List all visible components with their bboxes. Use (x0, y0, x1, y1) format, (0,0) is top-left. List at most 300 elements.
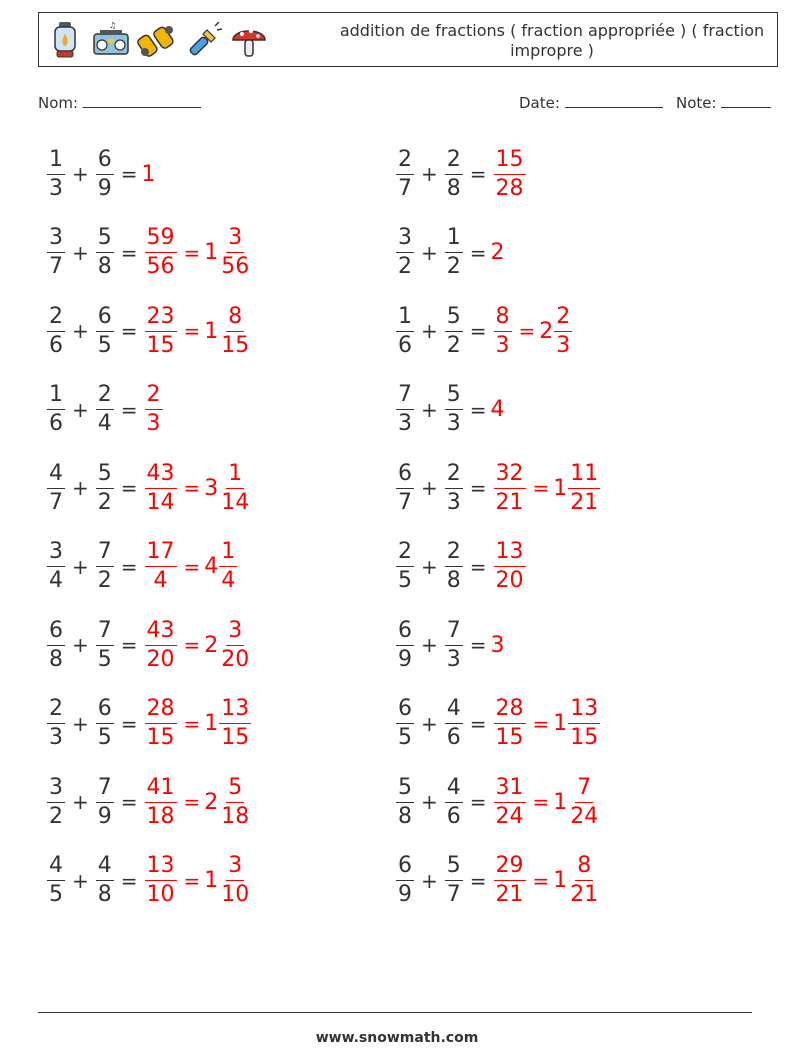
addend-fraction (47, 541, 65, 592)
addend-fraction (96, 855, 114, 906)
mixed-fraction-denominator: 18 (221, 803, 250, 829)
mixed-fraction (219, 541, 237, 592)
addend-fraction-numerator: 3 (47, 777, 65, 803)
equals-sign: = (469, 633, 487, 657)
mixed-whole: 1 (553, 868, 568, 893)
addend-fraction (396, 384, 414, 435)
addend-fraction (396, 541, 414, 592)
addend-fraction-denominator: 5 (97, 646, 112, 672)
problem-item (44, 223, 254, 283)
equals-sign: = (183, 711, 201, 736)
addend-fraction (445, 384, 463, 435)
addend-fraction (96, 227, 114, 278)
addend-fraction (47, 384, 65, 435)
addend-fraction-numerator: 4 (47, 855, 65, 881)
addend-fraction-denominator: 9 (398, 646, 412, 672)
addend-fraction (445, 303, 463, 358)
answer (491, 633, 506, 658)
addend-fraction (445, 617, 463, 672)
problem-item (393, 301, 575, 361)
answer-fraction-numerator: 28 (145, 698, 177, 724)
mixed-whole: 2 (204, 789, 219, 815)
addend-fraction-denominator: 6 (446, 803, 461, 829)
addend-fraction-denominator: 8 (398, 803, 412, 829)
addend-fraction-denominator: 7 (49, 489, 63, 515)
addend-fraction-numerator: 6 (47, 620, 65, 646)
answer-fraction-numerator: 15 (494, 149, 526, 175)
addend-fraction (47, 460, 65, 515)
addend-fraction (96, 617, 114, 672)
addend-fraction-denominator: 2 (446, 254, 461, 279)
answer-fraction (494, 774, 526, 829)
mixed-fraction-numerator: 1 (226, 463, 244, 489)
answer-fraction-denominator: 3 (146, 411, 161, 436)
equals-sign: = (469, 868, 487, 893)
equals-sign: = (183, 633, 201, 657)
answer-fraction-numerator: 13 (145, 855, 177, 881)
answer-fraction (145, 384, 163, 435)
addend-fraction-numerator: 2 (396, 541, 414, 567)
answer-fraction-denominator: 15 (495, 725, 524, 750)
equals-sign: = (120, 711, 138, 736)
answer-fraction-denominator: 56 (146, 254, 175, 279)
answer (491, 240, 506, 265)
answer-fraction-numerator: 29 (494, 855, 526, 881)
addend-fraction-numerator: 1 (47, 384, 65, 410)
equals-sign: = (532, 476, 550, 500)
addend-fraction (47, 774, 65, 829)
answer (491, 541, 529, 592)
answer-fraction (494, 698, 526, 749)
answer (491, 698, 604, 749)
addend-fraction-numerator: 2 (47, 698, 65, 724)
mixed-fraction-denominator: 15 (221, 725, 250, 750)
addend-fraction (47, 227, 65, 278)
answer-whole: 3 (490, 632, 505, 658)
addend-fraction-numerator: 5 (445, 855, 463, 881)
answer-whole: 4 (490, 397, 505, 422)
answer (142, 541, 241, 592)
answer (142, 303, 255, 358)
plus-sign: + (421, 711, 438, 736)
mixed-fraction-numerator: 2 (554, 306, 572, 332)
problem-item (393, 223, 506, 283)
addend-fraction (445, 774, 463, 829)
addend-fraction-denominator: 6 (398, 332, 412, 358)
equals-sign: = (469, 711, 487, 736)
answer-fraction (494, 146, 526, 201)
answer-fraction (145, 855, 177, 906)
equals-sign: = (532, 711, 550, 736)
mixed-fraction-denominator: 10 (221, 882, 250, 907)
addend-fraction-numerator: 5 (445, 306, 463, 332)
addend-fraction (96, 460, 114, 515)
answer (142, 460, 255, 515)
plus-sign: + (72, 633, 89, 657)
addend-fraction (445, 227, 463, 278)
answer-fraction-denominator: 18 (146, 803, 175, 829)
answer-fraction-numerator: 43 (145, 620, 177, 646)
equals-sign: = (120, 476, 138, 500)
addend-fraction (396, 617, 414, 672)
answer-fraction (145, 698, 177, 749)
addend-fraction-numerator: 3 (47, 227, 65, 253)
mixed-fraction-numerator: 3 (226, 227, 244, 253)
answer (491, 774, 604, 829)
addend-fraction-numerator: 4 (445, 777, 463, 803)
addend-fraction-numerator: 2 (396, 149, 414, 175)
answer-fraction-denominator: 28 (495, 175, 524, 201)
answer (142, 855, 255, 906)
answer-fraction-denominator: 10 (146, 882, 175, 907)
answer-fraction-denominator: 14 (146, 489, 175, 515)
addend-fraction (396, 146, 414, 201)
addend-fraction-numerator: 6 (96, 306, 114, 332)
mixed-fraction-numerator: 1 (219, 541, 237, 567)
addend-fraction (96, 384, 114, 435)
mixed-whole: 1 (553, 789, 568, 815)
addend-fraction-denominator: 8 (446, 568, 461, 593)
addend-fraction-denominator: 5 (49, 882, 63, 907)
mixed-fraction (554, 303, 572, 358)
answer-fraction-denominator: 15 (146, 725, 175, 750)
plus-sign: + (72, 162, 89, 186)
addend-fraction-denominator: 7 (49, 254, 63, 279)
mixed-whole: 2 (204, 632, 219, 658)
addend-fraction (445, 146, 463, 201)
mixed-fraction (219, 698, 251, 749)
plus-sign: + (72, 397, 89, 422)
addend-fraction (47, 146, 65, 201)
plus-sign: + (72, 711, 89, 736)
plus-sign: + (421, 240, 438, 265)
addend-fraction-numerator: 4 (47, 463, 65, 489)
answer-fraction-numerator: 41 (145, 777, 177, 803)
equals-sign: = (532, 790, 550, 814)
addend-fraction (396, 303, 414, 358)
mixed-fraction-numerator: 3 (226, 620, 244, 646)
answer-fraction (494, 460, 526, 515)
answer-fraction-numerator: 59 (145, 227, 177, 253)
answer-fraction-numerator: 28 (494, 698, 526, 724)
addend-fraction-numerator: 7 (96, 777, 114, 803)
mixed-fraction-denominator: 21 (570, 882, 599, 907)
mixed-fraction (219, 855, 251, 906)
answer-fraction-numerator: 8 (494, 306, 512, 332)
equals-sign: = (469, 476, 487, 500)
answer-fraction-denominator: 20 (146, 646, 175, 672)
mixed-whole: 1 (204, 711, 219, 736)
equals-sign: = (183, 240, 201, 265)
addend-fraction (396, 774, 414, 829)
mixed-fraction (568, 855, 600, 906)
addend-fraction-denominator: 5 (398, 568, 412, 593)
answer (491, 303, 576, 358)
addend-fraction-denominator: 3 (49, 725, 63, 750)
answer (491, 855, 604, 906)
answer-fraction-numerator: 43 (145, 463, 177, 489)
addend-fraction-numerator: 2 (96, 384, 114, 410)
addend-fraction-denominator: 6 (49, 332, 63, 358)
plus-sign: + (72, 868, 89, 893)
addend-fraction-denominator: 7 (398, 175, 412, 201)
plus-sign: + (72, 790, 89, 814)
problem-item (44, 144, 157, 204)
addend-fraction-numerator: 5 (96, 463, 114, 489)
mixed-fraction-denominator: 24 (570, 803, 599, 829)
mixed-fraction-numerator: 13 (219, 698, 251, 724)
mixed-whole: 1 (553, 711, 568, 736)
addend-fraction-denominator: 2 (49, 803, 63, 829)
mixed-whole: 1 (204, 240, 219, 265)
equals-sign: = (469, 319, 487, 343)
plus-sign: + (421, 162, 438, 186)
answer (142, 617, 255, 672)
answer-fraction (145, 460, 177, 515)
problem-item (44, 772, 254, 832)
equals-sign: = (469, 790, 487, 814)
addend-fraction-numerator: 5 (396, 777, 414, 803)
mixed-fraction (219, 303, 251, 358)
addend-fraction (47, 855, 65, 906)
addend-fraction-denominator: 8 (97, 882, 112, 907)
equals-sign: = (469, 240, 487, 265)
answer-fraction-numerator: 32 (494, 463, 526, 489)
addend-fraction (396, 855, 414, 906)
mixed-fraction (219, 227, 251, 278)
mixed-whole: 1 (204, 868, 219, 893)
answer-fraction (494, 855, 526, 906)
answer-fraction-numerator: 13 (494, 541, 526, 567)
mixed-fraction-denominator: 4 (221, 568, 236, 593)
problem-item (393, 537, 529, 597)
addend-fraction-numerator: 6 (96, 149, 114, 175)
mixed-fraction-denominator: 56 (221, 254, 250, 279)
answer-fraction (494, 541, 526, 592)
answer-fraction-denominator: 20 (495, 568, 524, 593)
svg-text:♫: ♫ (109, 21, 117, 30)
answer (491, 397, 506, 422)
addend-fraction (47, 698, 65, 749)
problem-item (393, 772, 603, 832)
answer-fraction-numerator: 31 (494, 777, 526, 803)
problem-item (44, 851, 254, 911)
addend-fraction (445, 460, 463, 515)
addend-fraction-numerator: 6 (396, 620, 414, 646)
answer-fraction (145, 541, 177, 592)
mixed-whole: 1 (204, 318, 219, 344)
addend-fraction-numerator: 5 (445, 384, 463, 410)
plus-sign: + (421, 554, 438, 579)
plus-sign: + (421, 790, 438, 814)
mixed-fraction-denominator: 3 (556, 332, 571, 358)
addend-fraction-denominator: 7 (398, 489, 412, 515)
addend-fraction-denominator: 6 (49, 411, 63, 436)
addend-fraction-denominator: 9 (97, 175, 112, 201)
addend-fraction-numerator: 1 (47, 149, 65, 175)
addend-fraction-denominator: 8 (97, 254, 112, 279)
problem-item (393, 144, 529, 204)
mixed-fraction-denominator: 15 (570, 725, 599, 750)
problem-item (393, 694, 603, 754)
mixed-fraction-numerator: 11 (568, 463, 600, 489)
problem-item (44, 537, 240, 597)
answer-fraction (145, 303, 177, 358)
addend-fraction-denominator: 8 (446, 175, 461, 201)
plus-sign: + (421, 868, 438, 893)
answer-fraction-denominator: 21 (495, 882, 524, 907)
addend-fraction-denominator: 9 (398, 882, 412, 907)
plus-sign: + (72, 554, 89, 579)
mixed-fraction-denominator: 14 (221, 489, 250, 515)
addend-fraction-numerator: 4 (96, 855, 114, 881)
plus-sign: + (421, 319, 438, 343)
addend-fraction-numerator: 1 (445, 227, 463, 253)
addend-fraction (96, 303, 114, 358)
equals-sign: = (120, 319, 138, 343)
equals-sign: = (469, 397, 487, 422)
addend-fraction-denominator: 3 (398, 411, 412, 436)
addend-fraction-denominator: 5 (97, 725, 112, 750)
equals-sign: = (120, 633, 138, 657)
addend-fraction (445, 855, 463, 906)
addend-fraction-numerator: 4 (445, 698, 463, 724)
worksheet-title: addition de fractions ( fraction appropriée ) ( fraction impropre ) (339, 21, 765, 60)
addend-fraction-numerator: 5 (96, 227, 114, 253)
answer-whole: 1 (141, 161, 156, 187)
answer (491, 146, 529, 201)
answer-fraction (494, 303, 512, 358)
mixed-whole: 3 (204, 475, 219, 501)
addend-fraction-numerator: 6 (96, 698, 114, 724)
addend-fraction-numerator: 2 (445, 149, 463, 175)
equals-sign: = (183, 868, 201, 893)
addend-fraction-numerator: 6 (396, 463, 414, 489)
equals-sign: = (518, 319, 536, 343)
addend-fraction-denominator: 9 (97, 803, 112, 829)
addend-fraction-denominator: 7 (446, 882, 461, 907)
addend-fraction (96, 146, 114, 201)
answer (142, 162, 157, 187)
answer-fraction-numerator: 17 (145, 541, 177, 567)
addend-fraction-numerator: 3 (47, 541, 65, 567)
date-label: Date: (519, 94, 560, 112)
equals-sign: = (183, 554, 201, 579)
problem-item (44, 301, 254, 361)
addend-fraction-numerator: 2 (445, 541, 463, 567)
problem-item (393, 615, 506, 675)
addend-fraction-numerator: 7 (445, 620, 463, 646)
equals-sign: = (469, 554, 487, 579)
answer (142, 384, 166, 435)
grade-label: Note: (676, 94, 717, 112)
mixed-whole: 2 (539, 318, 554, 344)
equals-sign: = (120, 790, 138, 814)
plus-sign: + (421, 397, 438, 422)
answer-fraction (145, 774, 177, 829)
mixed-fraction-numerator: 3 (226, 855, 244, 881)
mixed-fraction (568, 460, 600, 515)
addend-fraction-denominator: 5 (398, 725, 412, 750)
addend-fraction (96, 774, 114, 829)
problem-item (44, 380, 166, 440)
answer-fraction-denominator: 4 (153, 568, 168, 593)
answer-fraction-denominator: 3 (495, 332, 510, 358)
equals-sign: = (183, 476, 201, 500)
answer (491, 460, 604, 515)
mixed-fraction-denominator: 21 (570, 489, 599, 515)
mixed-whole: 4 (204, 554, 219, 579)
mixed-fraction-numerator: 5 (226, 777, 244, 803)
mixed-fraction (568, 774, 600, 829)
problem-item (393, 851, 603, 911)
equals-sign: = (469, 162, 487, 186)
equals-sign: = (120, 397, 138, 422)
addend-fraction-denominator: 2 (398, 254, 412, 279)
answer-fraction-numerator: 23 (145, 306, 177, 332)
addend-fraction-denominator: 2 (446, 332, 461, 358)
addend-fraction-denominator: 2 (97, 489, 112, 515)
problem-item (44, 694, 254, 754)
answer (142, 698, 255, 749)
answer-fraction-denominator: 21 (495, 489, 524, 515)
addend-fraction-denominator: 3 (446, 646, 461, 672)
equals-sign: = (183, 319, 201, 343)
name-label: Nom: (38, 94, 79, 112)
addend-fraction (47, 617, 65, 672)
addend-fraction-numerator: 7 (96, 541, 114, 567)
mixed-fraction-numerator: 7 (575, 777, 593, 803)
answer-fraction (145, 227, 177, 278)
mixed-fraction-numerator: 8 (575, 855, 593, 881)
mixed-fraction-numerator: 8 (226, 306, 244, 332)
mixed-fraction-numerator: 13 (568, 698, 600, 724)
answer-fraction-denominator: 24 (495, 803, 524, 829)
addend-fraction (396, 698, 414, 749)
answer-whole: 2 (490, 240, 505, 265)
addend-fraction-numerator: 3 (396, 227, 414, 253)
addend-fraction-denominator: 3 (446, 411, 461, 436)
equals-sign: = (183, 790, 201, 814)
mixed-whole: 1 (553, 475, 568, 501)
equals-sign: = (120, 162, 138, 186)
problem-item (393, 458, 603, 518)
plus-sign: + (72, 240, 89, 265)
addend-fraction-numerator: 2 (445, 463, 463, 489)
answer (142, 774, 255, 829)
equals-sign: = (120, 240, 138, 265)
mixed-fraction (219, 617, 251, 672)
addend-fraction-denominator: 6 (446, 725, 461, 750)
problem-item (393, 380, 506, 440)
addend-fraction-numerator: 6 (396, 698, 414, 724)
plus-sign: + (72, 476, 89, 500)
addend-fraction-denominator: 8 (49, 646, 63, 672)
mixed-fraction (219, 774, 251, 829)
equals-sign: = (120, 554, 138, 579)
plus-sign: + (421, 633, 438, 657)
addend-fraction-numerator: 2 (47, 306, 65, 332)
addend-fraction (47, 303, 65, 358)
addend-fraction-denominator: 5 (97, 332, 112, 358)
addend-fraction-numerator: 1 (396, 306, 414, 332)
mixed-fraction (568, 698, 600, 749)
addend-fraction (96, 698, 114, 749)
addend-fraction-numerator: 7 (396, 384, 414, 410)
addend-fraction (396, 227, 414, 278)
mixed-fraction-denominator: 20 (221, 646, 250, 672)
addend-fraction-denominator: 3 (49, 175, 63, 201)
